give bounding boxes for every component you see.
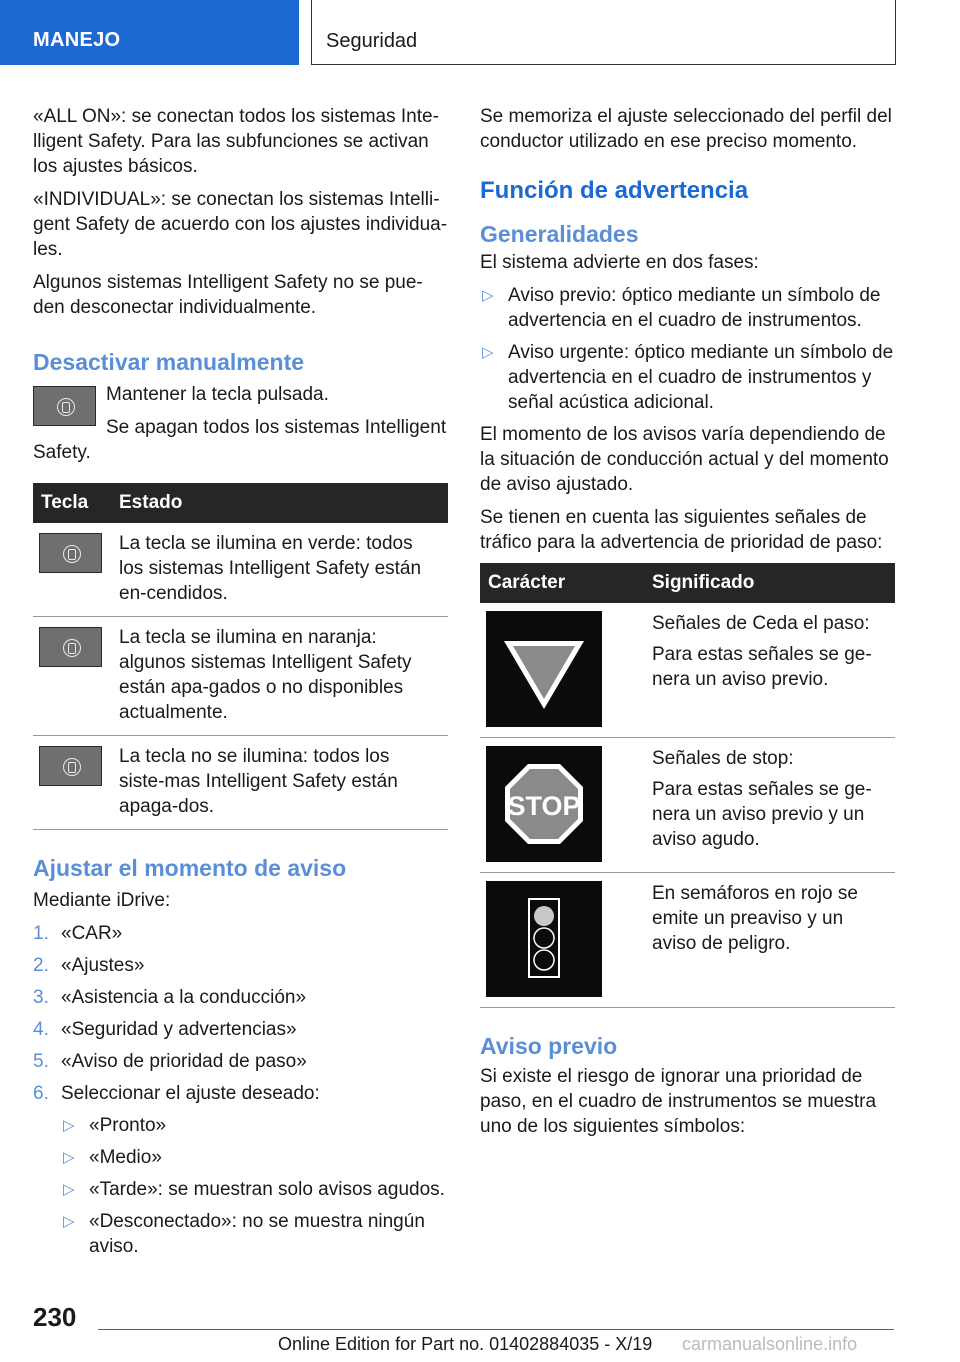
table-header-significado: Significado xyxy=(644,563,895,603)
paragraph-individual: «INDIVIDUAL»: se conectan los sistemas Intelli‐gent Safety de acuerdo con los ajustes individua‐les. xyxy=(33,189,448,260)
paragraph-senales: Se tienen en cuenta las siguientes señales de tráfico para la advertencia de prioridad de paso: xyxy=(480,507,883,553)
table-row xyxy=(33,736,448,830)
triangle-bullet-icon: ▷ xyxy=(63,1181,75,1198)
list-item: 1. «CAR» xyxy=(33,923,123,944)
button-green-icon xyxy=(39,533,102,573)
list-item: ▷ «Desconectado»: no se muestra ningún aviso. xyxy=(63,1211,425,1257)
list-item: ▷ Aviso previo: óptico mediante un símbolo de advertencia en el cuadro de instrumentos. xyxy=(482,285,881,331)
list-item: 3. «Asistencia a la conducción» xyxy=(33,987,307,1008)
state-text: La tecla se ilumina en verde: todos los sistemas Intelligent Safety están en‐cendidos. xyxy=(111,523,448,617)
watermark: carmanualsonline.info xyxy=(682,1334,858,1354)
button-orange-icon xyxy=(39,627,102,667)
page-number: 230 xyxy=(33,1302,77,1332)
section-tab xyxy=(0,0,299,65)
desactivar-block xyxy=(33,382,448,465)
list-item: ▷ «Medio» xyxy=(63,1147,162,1168)
right-column xyxy=(480,104,895,1147)
state-text: La tecla no se ilumina: todos los siste‐mas Intelligent Safety están apaga‐dos. xyxy=(111,736,448,830)
triangle-bullet-icon: ▷ xyxy=(63,1213,75,1230)
desactivar-text-1: Mantener la tecla pulsada. xyxy=(106,384,329,405)
paragraph-all-on: «ALL ON»: se conectan todos los sistemas Inte‐lligent Safety. Para las subfunciones se activan los ajustes básicos. xyxy=(33,106,439,177)
heading-aviso-previo: Aviso previo xyxy=(480,1033,618,1059)
table-row xyxy=(480,603,895,738)
triangle-bullet-icon: ▷ xyxy=(482,344,494,361)
heading-generalidades: Generalidades xyxy=(480,221,639,247)
paragraph-algunos: Algunos sistemas Intelligent Safety no se pue‐den desconectar individualmente. xyxy=(33,272,423,318)
list-item: ▷ Aviso urgente: óptico mediante un símbolo de advertencia en el cuadro de instrumentos y señal acústica adicional. xyxy=(482,342,894,413)
traffic-sign-table xyxy=(480,563,895,1008)
triangle-bullet-icon: ▷ xyxy=(482,287,494,304)
button-off-icon xyxy=(39,746,102,786)
left-column xyxy=(33,104,448,1266)
list-item: ▷ «Tarde»: se muestran solo avisos agudos. xyxy=(63,1179,445,1200)
table-header-tecla: Tecla xyxy=(33,483,111,523)
mediante-idrive: Mediante iDrive: xyxy=(33,890,171,911)
idrive-steps xyxy=(33,921,448,1106)
list-item: ▷ «Pronto» xyxy=(63,1115,167,1136)
stop-sign-text: STOP xyxy=(507,791,581,821)
chapter-tab xyxy=(311,0,896,65)
heading-desactivar: Desactivar manualmente xyxy=(33,349,305,375)
intelligent-safety-button-icon xyxy=(33,386,96,426)
sign-title: Señales de stop: xyxy=(652,748,794,769)
paragraph-aviso-previo: Si existe el riesgo de ignorar una prioridad de paso, en el cuadro de instrumentos se muestra uno de los siguientes símbolos: xyxy=(480,1066,877,1137)
setting-options xyxy=(61,1113,448,1259)
stop-sign-icon xyxy=(486,746,602,862)
generalidades-intro: El sistema advierte en dos fases: xyxy=(480,252,759,273)
desactivar-text-2: Se apagan todos los sistemas Intelligent Safety. xyxy=(33,417,447,463)
button-state-table xyxy=(33,483,448,830)
sign-desc: Para estas señales se ge‐nera un aviso previo. xyxy=(652,644,872,690)
triangle-bullet-icon: ▷ xyxy=(63,1117,75,1134)
list-item: 4. «Seguridad y advertencias» xyxy=(33,1019,297,1040)
edition-text: Online Edition for Part no. 01402884035 - X/19 xyxy=(278,1334,653,1354)
table-row xyxy=(33,617,448,736)
chapter-title: Seguridad xyxy=(326,30,418,52)
sign-title: Señales de Ceda el paso: xyxy=(652,613,870,634)
table-row xyxy=(33,523,448,617)
table-row xyxy=(480,738,895,873)
list-item: 2. «Ajustes» xyxy=(33,955,145,976)
yield-sign-icon xyxy=(486,611,602,727)
table-header-caracter: Carácter xyxy=(480,563,644,603)
paragraph-memoriza: Se memoriza el ajuste seleccionado del perfil del conductor utilizado en ese preciso momento. xyxy=(480,106,892,152)
heading-ajustar: Ajustar el momento de aviso xyxy=(33,855,347,881)
section-title: MANEJO xyxy=(33,29,121,51)
state-text: La tecla se ilumina en naranja: algunos sistemas Intelligent Safety están apa‐gados o no disponibles actualmente. xyxy=(111,617,448,736)
table-header-estado: Estado xyxy=(111,483,448,523)
sign-title: En semáforos en rojo se emite un preaviso y un aviso de peligro. xyxy=(652,883,858,954)
table-row xyxy=(480,873,895,1008)
list-item: 6. Seleccionar el ajuste deseado: xyxy=(33,1083,320,1104)
heading-funcion: Función de advertencia xyxy=(480,177,749,204)
warning-phases xyxy=(480,283,895,415)
footer-divider xyxy=(98,1329,894,1330)
triangle-bullet-icon: ▷ xyxy=(63,1149,75,1166)
traffic-light-icon xyxy=(486,881,602,997)
list-item: 5. «Aviso de prioridad de paso» xyxy=(33,1051,307,1072)
paragraph-momento: El momento de los avisos varía dependiendo de la situación de conducción actual y del momento de aviso ajustado. xyxy=(480,424,889,495)
sign-desc: Para estas señales se ge‐nera un aviso previo y un aviso agudo. xyxy=(652,779,872,850)
